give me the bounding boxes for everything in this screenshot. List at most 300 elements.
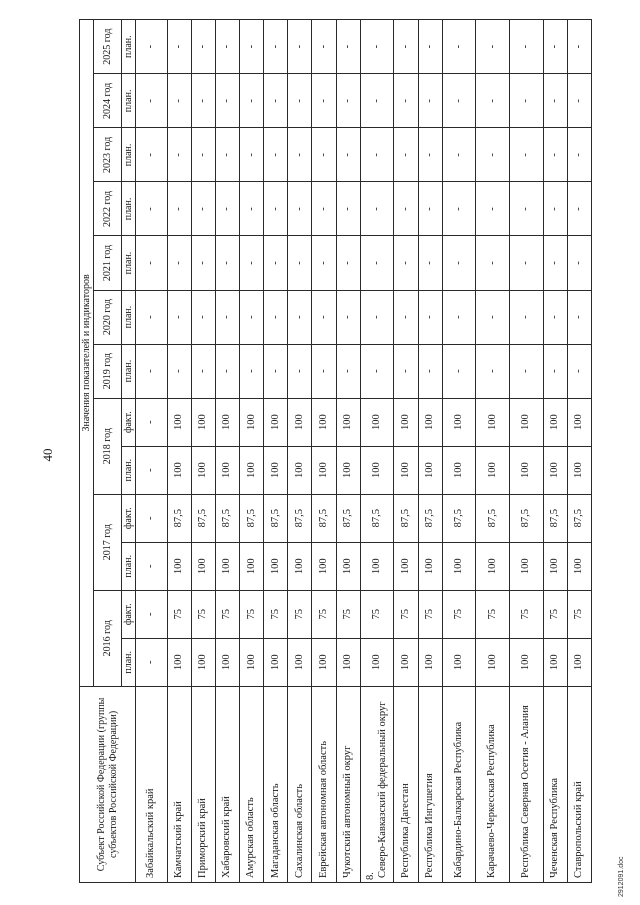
year-header: 2020 год	[94, 290, 122, 344]
value-cell: -	[312, 290, 336, 344]
value-cell: -	[418, 182, 442, 236]
value-cell: 75	[442, 590, 476, 638]
table-row	[191, 20, 215, 883]
subheader-plan: план.	[122, 290, 136, 344]
value-cell: 87,5	[567, 494, 591, 542]
value-cell: -	[288, 20, 312, 74]
value-cell: -	[543, 20, 567, 74]
subject-cell	[509, 686, 543, 882]
value-cell: 100	[191, 638, 215, 686]
subject-cell	[264, 686, 288, 882]
value-cell: -	[136, 590, 168, 638]
subject-cell	[567, 686, 591, 882]
footer-filename: 2912091.doc	[618, 856, 625, 897]
year-header: 2019 год	[94, 344, 122, 398]
value-cell: 100	[394, 542, 418, 590]
value-cell: 100	[360, 638, 394, 686]
value-cell: 100	[215, 542, 239, 590]
value-cell: 100	[264, 446, 288, 494]
value-cell: -	[215, 20, 239, 74]
value-cell: 100	[394, 398, 418, 446]
subheader-plan: план.	[122, 128, 136, 182]
value-cell: 100	[476, 638, 510, 686]
table-row	[360, 20, 394, 883]
value-cell: 100	[394, 446, 418, 494]
value-cell: 75	[167, 590, 191, 638]
value-cell: 75	[543, 590, 567, 638]
subject-cell	[543, 686, 567, 882]
year-header: 2017 год	[94, 494, 122, 590]
value-cell: -	[394, 236, 418, 290]
subheader-plan: план.	[122, 74, 136, 128]
value-cell: -	[476, 74, 510, 128]
value-cell: -	[567, 20, 591, 74]
value-cell: 100	[336, 446, 360, 494]
table-row	[567, 20, 591, 883]
value-cell: 100	[442, 542, 476, 590]
value-cell: 100	[418, 542, 442, 590]
value-cell: -	[136, 398, 168, 446]
value-cell: -	[418, 344, 442, 398]
value-cell: -	[136, 182, 168, 236]
year-header: 2021 год	[94, 236, 122, 290]
value-cell: -	[509, 20, 543, 74]
value-cell: -	[215, 290, 239, 344]
value-cell: 100	[239, 542, 263, 590]
value-cell: -	[167, 344, 191, 398]
value-cell: -	[239, 344, 263, 398]
subheader-fact: факт.	[122, 494, 136, 542]
value-cell: -	[215, 344, 239, 398]
value-cell: 100	[509, 542, 543, 590]
value-cell: -	[336, 128, 360, 182]
value-cell: 100	[312, 446, 336, 494]
subject-cell	[312, 686, 336, 882]
value-cell: -	[136, 542, 168, 590]
value-cell: 100	[239, 398, 263, 446]
value-cell: -	[264, 20, 288, 74]
value-cell: -	[567, 74, 591, 128]
value-cell: 100	[167, 398, 191, 446]
value-cell: -	[509, 290, 543, 344]
value-cell: -	[476, 128, 510, 182]
value-cell: 87,5	[167, 494, 191, 542]
value-cell: -	[394, 344, 418, 398]
subheader-plan: план.	[122, 446, 136, 494]
value-cell: 100	[418, 446, 442, 494]
value-cell: -	[418, 20, 442, 74]
value-cell: 75	[567, 590, 591, 638]
value-cell: -	[567, 182, 591, 236]
value-cell: -	[312, 74, 336, 128]
value-cell: -	[264, 344, 288, 398]
subject-name: Камчатский край	[172, 801, 184, 878]
value-cell: 100	[476, 398, 510, 446]
value-cell: 100	[418, 398, 442, 446]
value-cell: 100	[567, 446, 591, 494]
indicators-table	[79, 19, 592, 883]
value-cell: -	[215, 128, 239, 182]
value-cell: -	[312, 182, 336, 236]
subject-cell	[442, 686, 476, 882]
value-cell: 100	[509, 446, 543, 494]
value-cell: -	[360, 236, 394, 290]
subject-cell	[336, 686, 360, 882]
value-cell: 100	[509, 638, 543, 686]
value-cell: -	[288, 128, 312, 182]
value-cell: -	[509, 74, 543, 128]
value-cell: -	[336, 344, 360, 398]
value-cell: 100	[567, 638, 591, 686]
value-cell: -	[543, 128, 567, 182]
value-cell: -	[215, 182, 239, 236]
value-cell: -	[567, 344, 591, 398]
value-cell: 87,5	[288, 494, 312, 542]
value-cell: -	[442, 128, 476, 182]
subject-name: Хабаровский край	[221, 796, 233, 878]
value-cell: -	[394, 20, 418, 74]
subject-name: Северо-Кавказский федеральный округ	[376, 701, 388, 878]
value-cell: 100	[360, 398, 394, 446]
value-cell: 100	[167, 542, 191, 590]
value-cell: 87,5	[215, 494, 239, 542]
value-cell: -	[543, 182, 567, 236]
value-cell: -	[167, 290, 191, 344]
subject-name: Республика Дагестан	[399, 783, 411, 878]
value-cell: 100	[191, 542, 215, 590]
value-cell: 75	[215, 590, 239, 638]
value-cell: -	[442, 290, 476, 344]
value-cell: -	[442, 74, 476, 128]
year-header: 2023 год	[94, 128, 122, 182]
value-cell: -	[476, 344, 510, 398]
value-cell: -	[509, 236, 543, 290]
value-cell: -	[264, 236, 288, 290]
value-cell: -	[442, 344, 476, 398]
subject-cell	[418, 686, 442, 882]
value-cell: 87,5	[239, 494, 263, 542]
value-cell: 87,5	[442, 494, 476, 542]
value-cell: 100	[336, 398, 360, 446]
value-cell: 100	[191, 398, 215, 446]
value-cell: 87,5	[543, 494, 567, 542]
value-cell: 75	[394, 590, 418, 638]
value-cell: -	[264, 128, 288, 182]
value-cell: -	[336, 236, 360, 290]
subheader-fact: факт.	[122, 590, 136, 638]
subject-cell	[288, 686, 312, 882]
value-cell: -	[394, 74, 418, 128]
subheader-plan: план.	[122, 638, 136, 686]
value-cell: -	[442, 182, 476, 236]
value-cell: -	[476, 290, 510, 344]
value-cell: 100	[312, 398, 336, 446]
rotated-table-container	[79, 19, 592, 883]
value-cell: -	[167, 236, 191, 290]
subject-cell	[476, 686, 510, 882]
subject-name: Республика Северная Осетия - Алания	[520, 705, 531, 878]
value-cell: 75	[418, 590, 442, 638]
value-cell: -	[418, 128, 442, 182]
value-cell: 87,5	[476, 494, 510, 542]
subject-name: Карачаево-Черкесская Республика	[486, 724, 498, 878]
year-header: 2024 год	[94, 74, 122, 128]
table-row	[288, 20, 312, 883]
value-cell: 100	[509, 398, 543, 446]
value-cell: -	[239, 290, 263, 344]
subject-name: Забайкальский край	[145, 788, 157, 878]
value-cell: 100	[442, 398, 476, 446]
value-cell: 100	[567, 398, 591, 446]
value-cell: -	[336, 74, 360, 128]
value-cell: -	[567, 128, 591, 182]
indicators-header: Значения показателей и индикаторов	[80, 20, 94, 687]
value-cell: 75	[509, 590, 543, 638]
table-row	[543, 20, 567, 883]
value-cell: 100	[336, 542, 360, 590]
subject-name: Сахалинская область	[293, 784, 305, 878]
value-cell: -	[288, 236, 312, 290]
value-cell: -	[239, 182, 263, 236]
value-cell: -	[239, 128, 263, 182]
value-cell: -	[239, 74, 263, 128]
subject-cell	[167, 686, 191, 882]
value-cell: 100	[264, 638, 288, 686]
subject-cell	[239, 686, 263, 882]
value-cell: 75	[312, 590, 336, 638]
subject-name: Магаданская область	[269, 783, 281, 878]
value-cell: 75	[360, 590, 394, 638]
subject-name: Еврейская автономная область	[317, 741, 329, 878]
value-cell: -	[136, 344, 168, 398]
value-cell: 87,5	[312, 494, 336, 542]
table-row	[336, 20, 360, 883]
subheader-plan: план.	[122, 344, 136, 398]
value-cell: -	[394, 128, 418, 182]
page-number: 40	[40, 448, 55, 462]
subject-header: Субъект Российской Федерации (группы субъектов Российской Федерации)	[80, 686, 136, 882]
row-number: 8.	[364, 872, 376, 880]
subject-cell	[360, 686, 394, 882]
value-cell: -	[191, 182, 215, 236]
value-cell: -	[167, 74, 191, 128]
value-cell: 100	[567, 542, 591, 590]
value-cell: 100	[215, 638, 239, 686]
value-cell: -	[288, 290, 312, 344]
value-cell: -	[136, 236, 168, 290]
subject-cell	[136, 686, 168, 882]
table-row	[239, 20, 263, 883]
value-cell: -	[476, 20, 510, 74]
value-cell: 87,5	[191, 494, 215, 542]
value-cell: 100	[239, 638, 263, 686]
value-cell: -	[360, 128, 394, 182]
subject-name: Чеченская Республика	[548, 777, 560, 878]
value-cell: 75	[191, 590, 215, 638]
value-cell: 100	[442, 446, 476, 494]
value-cell: -	[136, 290, 168, 344]
subject-cell	[215, 686, 239, 882]
table-row	[264, 20, 288, 883]
value-cell: 100	[336, 638, 360, 686]
value-cell: 100	[360, 542, 394, 590]
subject-cell	[394, 686, 418, 882]
value-cell: 75	[288, 590, 312, 638]
value-cell: -	[442, 20, 476, 74]
value-cell: 87,5	[394, 494, 418, 542]
year-header: 2018 год	[94, 398, 122, 494]
year-header: 2022 год	[94, 182, 122, 236]
table-row	[136, 20, 168, 883]
value-cell: 100	[215, 398, 239, 446]
table-row	[215, 20, 239, 883]
value-cell: 100	[288, 542, 312, 590]
value-cell: 87,5	[360, 494, 394, 542]
subject-name: Республика Ингушетия	[423, 773, 435, 878]
value-cell: 87,5	[418, 494, 442, 542]
value-cell: -	[167, 182, 191, 236]
table-row	[394, 20, 418, 883]
value-cell: -	[312, 20, 336, 74]
value-cell: -	[136, 20, 168, 74]
value-cell: 87,5	[264, 494, 288, 542]
value-cell: -	[418, 74, 442, 128]
value-cell: -	[509, 128, 543, 182]
value-cell: -	[543, 74, 567, 128]
value-cell: 100	[543, 398, 567, 446]
value-cell: -	[239, 20, 263, 74]
table-row	[476, 20, 510, 883]
value-cell: 87,5	[336, 494, 360, 542]
value-cell: -	[336, 20, 360, 74]
value-cell: -	[264, 290, 288, 344]
subject-name: Чукотский автономный округ	[341, 745, 353, 878]
subheader-fact: факт.	[122, 398, 136, 446]
value-cell: 75	[264, 590, 288, 638]
value-cell: -	[418, 236, 442, 290]
year-header: 2025 год	[94, 20, 122, 74]
value-cell: -	[543, 290, 567, 344]
subject-cell	[191, 686, 215, 882]
value-cell: 100	[264, 542, 288, 590]
subject-name: Ставропольский край	[573, 781, 585, 878]
table-row	[312, 20, 336, 883]
value-cell: -	[191, 290, 215, 344]
value-cell: 100	[360, 446, 394, 494]
value-cell: -	[394, 182, 418, 236]
value-cell: -	[336, 290, 360, 344]
value-cell: -	[288, 344, 312, 398]
value-cell: -	[191, 128, 215, 182]
subheader-plan: план.	[122, 236, 136, 290]
value-cell: 75	[336, 590, 360, 638]
year-header: 2016 год	[94, 590, 122, 686]
value-cell: 100	[543, 446, 567, 494]
value-cell: -	[191, 344, 215, 398]
value-cell: 100	[312, 542, 336, 590]
value-cell: 100	[543, 638, 567, 686]
table-row	[442, 20, 476, 883]
value-cell: 100	[191, 446, 215, 494]
value-cell: -	[136, 128, 168, 182]
subject-name: Кабардино-Балкарская Республика	[452, 721, 464, 878]
value-cell: 75	[239, 590, 263, 638]
table-row	[167, 20, 191, 883]
value-cell: -	[442, 236, 476, 290]
value-cell: -	[543, 236, 567, 290]
value-cell: -	[336, 182, 360, 236]
value-cell: 100	[442, 638, 476, 686]
value-cell: -	[191, 236, 215, 290]
value-cell: 100	[394, 638, 418, 686]
value-cell: -	[360, 74, 394, 128]
value-cell: -	[312, 236, 336, 290]
value-cell: 100	[167, 446, 191, 494]
value-cell: -	[509, 344, 543, 398]
value-cell: -	[239, 236, 263, 290]
value-cell: 87,5	[509, 494, 543, 542]
value-cell: -	[476, 182, 510, 236]
table-row	[509, 20, 543, 883]
value-cell: -	[360, 20, 394, 74]
value-cell: 100	[167, 638, 191, 686]
subheader-plan: план.	[122, 20, 136, 74]
value-cell: 100	[418, 638, 442, 686]
value-cell: -	[360, 290, 394, 344]
value-cell: -	[191, 20, 215, 74]
value-cell: -	[476, 236, 510, 290]
value-cell: -	[288, 74, 312, 128]
value-cell: 100	[476, 446, 510, 494]
value-cell: -	[136, 638, 168, 686]
value-cell: -	[312, 128, 336, 182]
value-cell: 75	[476, 590, 510, 638]
value-cell: -	[215, 74, 239, 128]
value-cell: -	[167, 20, 191, 74]
value-cell: 100	[288, 638, 312, 686]
value-cell: -	[567, 236, 591, 290]
value-cell: -	[215, 236, 239, 290]
value-cell: -	[312, 344, 336, 398]
value-cell: -	[167, 128, 191, 182]
subheader-plan: план.	[122, 182, 136, 236]
subheader-plan: план.	[122, 542, 136, 590]
value-cell: 100	[312, 638, 336, 686]
subject-name: Приморский край	[197, 798, 209, 878]
value-cell: -	[418, 290, 442, 344]
value-cell: -	[543, 344, 567, 398]
value-cell: -	[136, 446, 168, 494]
value-cell: -	[394, 290, 418, 344]
value-cell: -	[136, 74, 168, 128]
value-cell: -	[136, 494, 168, 542]
value-cell: 100	[476, 542, 510, 590]
value-cell: 100	[239, 446, 263, 494]
value-cell: 100	[543, 542, 567, 590]
value-cell: 100	[264, 398, 288, 446]
subject-name: Амурская область	[245, 797, 257, 878]
value-cell: -	[360, 344, 394, 398]
value-cell: -	[264, 182, 288, 236]
value-cell: -	[264, 74, 288, 128]
value-cell: 100	[215, 446, 239, 494]
value-cell: -	[191, 74, 215, 128]
value-cell: 100	[288, 446, 312, 494]
value-cell: -	[288, 182, 312, 236]
value-cell: 100	[288, 398, 312, 446]
value-cell: -	[509, 182, 543, 236]
value-cell: -	[360, 182, 394, 236]
